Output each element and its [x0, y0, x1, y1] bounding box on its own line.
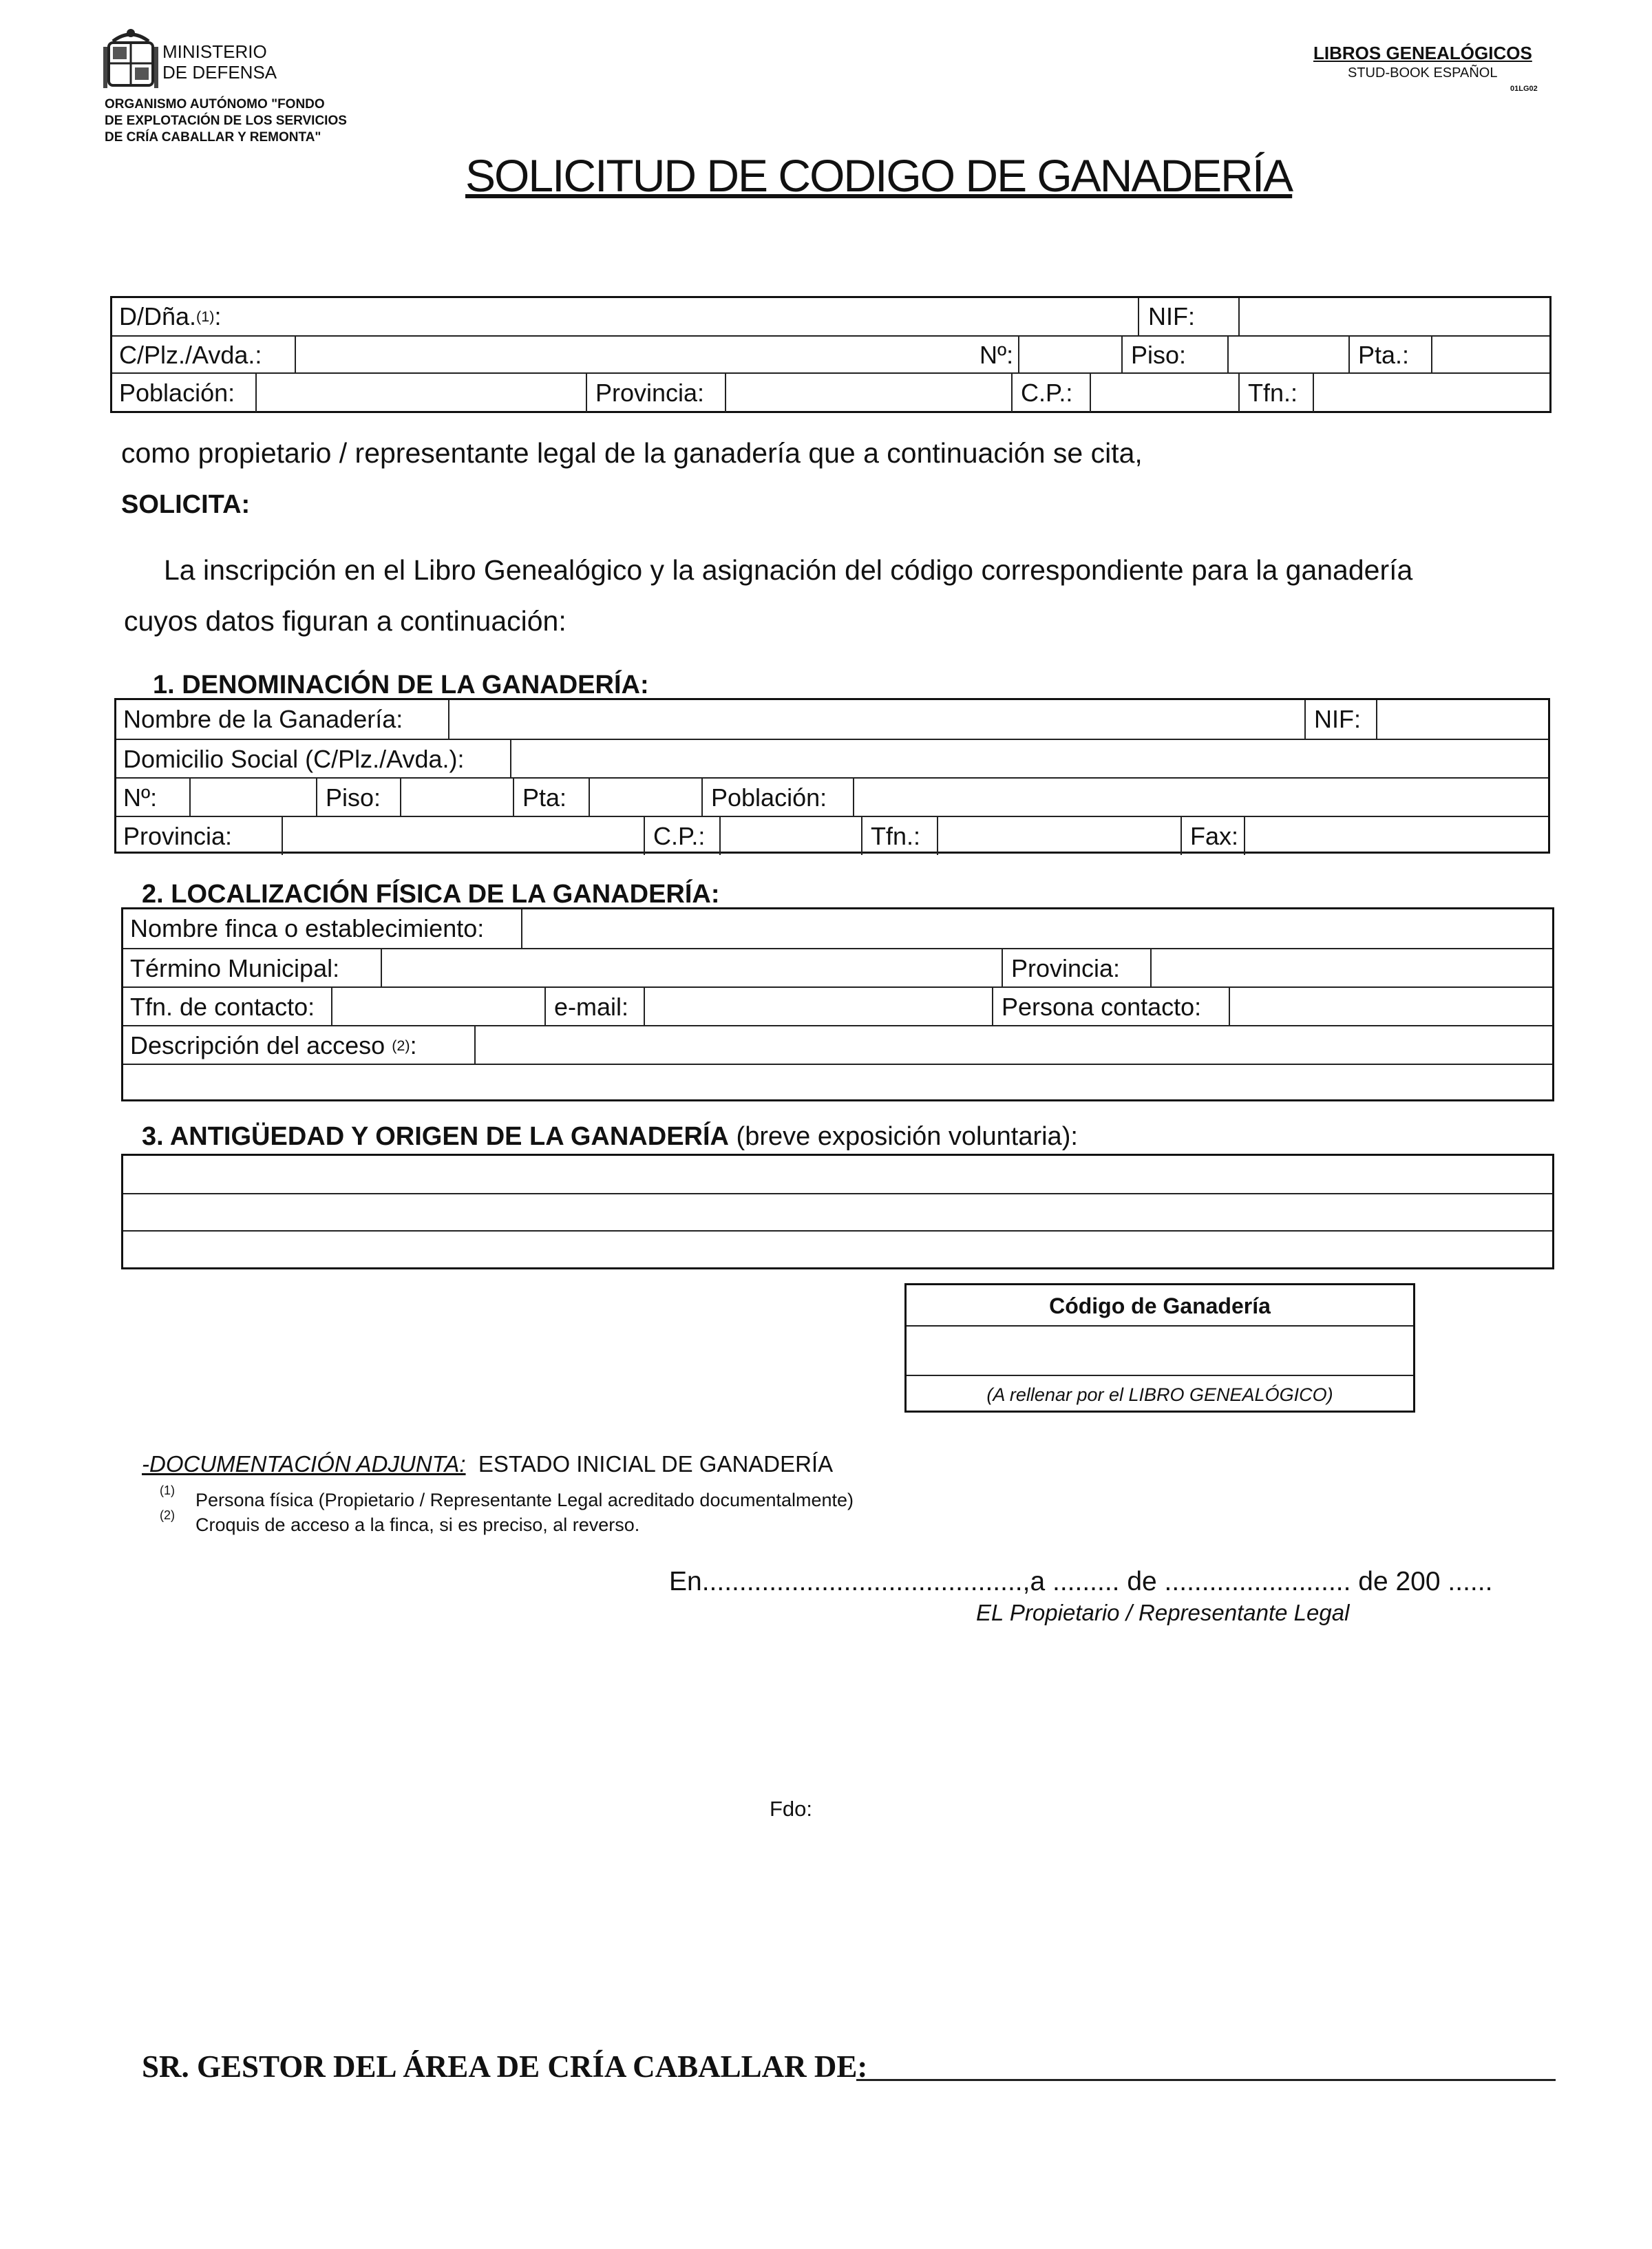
section3-heading: 3. ANTIGÜEDAD Y ORIGEN DE LA GANADERÍA — [142, 1122, 729, 1151]
access-description-field[interactable] — [477, 1026, 1552, 1065]
applicant-province-label: Provincia: — [595, 379, 705, 407]
cell-divider — [589, 779, 590, 817]
section1-heading: 1. DENOMINACIÓN DE LA GANADERÍA: — [153, 671, 649, 699]
applicant-table — [110, 296, 1552, 413]
cell-divider — [1090, 374, 1091, 412]
livestock-fax-field[interactable] — [1247, 817, 1548, 855]
applicant-town-field[interactable] — [258, 374, 582, 412]
email-label: e-mail: — [554, 993, 629, 1021]
access-description-extra-field[interactable] — [123, 1065, 1552, 1101]
cell-divider — [1304, 700, 1306, 739]
applicant-street-field[interactable] — [297, 337, 1016, 374]
section2-heading: 2. LOCALIZACIÓN FÍSICA DE LA GANADERÍA: — [142, 880, 720, 909]
applicant-door-label: Pta.: — [1358, 341, 1410, 369]
applicant-row-town — [112, 372, 1549, 412]
farm-name-label: Nombre finca o establecimiento: — [130, 914, 485, 942]
livestock-province-label: Provincia: — [123, 821, 233, 850]
cell-divider — [1238, 298, 1240, 335]
applicant-number-field[interactable] — [1021, 337, 1117, 374]
livestock-door-field[interactable] — [591, 779, 701, 817]
livestock-code-footer: (A rellenar por el LIBRO GENEALÓGICO) — [986, 1384, 1333, 1405]
addressee-field[interactable] — [856, 2079, 1556, 2081]
cell-divider — [331, 988, 332, 1026]
livestock-name-label: Nombre de la Ganadería: — [123, 705, 403, 733]
applicant-nif-label: NIF: — [1148, 302, 1195, 330]
livestock-code-box — [904, 1283, 1415, 1413]
applicant-postcode-field[interactable] — [1092, 374, 1234, 412]
livestock-postcode-field[interactable] — [722, 817, 860, 855]
section3-table — [121, 1154, 1554, 1269]
section1-row-province — [116, 816, 1548, 855]
applicant-number-label: Nº: — [979, 341, 1014, 369]
applicant-nif-field[interactable] — [1241, 298, 1549, 335]
contact-phone-field[interactable] — [334, 988, 540, 1026]
applicant-street-label: C/Plz./Avda.: — [119, 341, 262, 369]
cell-divider — [282, 817, 283, 855]
history-line-3[interactable] — [123, 1230, 1552, 1269]
cell-divider — [1002, 949, 1003, 988]
cell-divider — [1244, 817, 1245, 855]
addressee-label: SR. GESTOR DEL ÁREA DE CRÍA CABALLAR DE: — [142, 2049, 868, 2084]
applicant-phone-field[interactable] — [1315, 374, 1549, 412]
section2-row-access — [123, 1025, 1552, 1065]
livestock-nif-label: NIF: — [1314, 705, 1361, 733]
cell-divider — [1018, 337, 1019, 374]
access-description-label: Descripción del acceso (2) : — [130, 1031, 417, 1059]
contact-person-field[interactable] — [1231, 988, 1552, 1026]
livestock-code-footer-row — [907, 1375, 1413, 1412]
ministry-name-line2: DE DEFENSA — [162, 62, 277, 83]
livestock-nif-field[interactable] — [1379, 700, 1548, 739]
registered-address-field[interactable] — [513, 740, 1548, 779]
signed-label: Fdo: — [770, 1797, 813, 1821]
farm-province-label: Provincia: — [1011, 954, 1121, 982]
section2-row-farm — [123, 909, 1552, 948]
org-line1: ORGANISMO AUTÓNOMO "FONDO — [105, 97, 325, 112]
livestock-code-field[interactable] — [907, 1325, 1413, 1376]
livestock-fax-label: Fax: — [1190, 821, 1239, 850]
cell-divider — [1376, 700, 1377, 739]
cell-divider — [255, 374, 257, 412]
applicant-floor-field[interactable] — [1230, 337, 1347, 374]
applicant-name-label: D/Dña. (1) : — [119, 302, 222, 330]
cell-divider — [474, 1026, 476, 1065]
section1-row-name — [116, 700, 1548, 739]
cell-divider — [853, 779, 854, 817]
form-code: 01LG02 — [1510, 85, 1538, 93]
applicant-province-field[interactable] — [728, 374, 1010, 412]
livestock-province-field[interactable] — [284, 817, 642, 855]
request-line1: La inscripción en el Libro Genealógico y la asignación del código correspondiente para la ganadería — [164, 554, 1413, 586]
section2-row-municipality — [123, 948, 1552, 988]
coat-of-arms-icon — [103, 28, 158, 96]
studbook-subtitle: STUD-BOOK ESPAÑOL — [1348, 65, 1498, 81]
livestock-floor-field[interactable] — [403, 779, 513, 817]
cell-divider — [586, 374, 587, 412]
cell-divider — [295, 337, 296, 374]
intro-text: como propietario / representante legal de la ganadería que a continuación se cita, — [121, 437, 1143, 469]
applicant-floor-label: Piso: — [1131, 341, 1187, 369]
cell-divider — [1431, 337, 1432, 374]
registered-address-label: Domicilio Social (C/Plz./Avda.): — [123, 745, 465, 773]
livestock-door-label: Pta: — [522, 783, 567, 812]
contact-person-label: Persona contacto: — [1002, 993, 1202, 1021]
cell-divider — [1150, 949, 1152, 988]
org-line3: DE CRÍA CABALLAR Y REMONTA" — [105, 130, 321, 145]
cell-divider — [189, 779, 191, 817]
cell-divider — [381, 949, 382, 988]
livestock-postcode-label: C.P.: — [653, 821, 706, 850]
cell-divider — [1313, 374, 1314, 412]
cell-divider — [316, 779, 317, 817]
note1-mark: (1) — [160, 1484, 175, 1497]
section2-table — [121, 907, 1554, 1101]
note2-text: Croquis de acceso a la finca, si es preciso, al reverso. — [195, 1514, 640, 1535]
livestock-town-field[interactable] — [856, 779, 1548, 817]
cell-divider — [644, 817, 645, 855]
cell-divider — [510, 740, 511, 779]
section2-row-contact — [123, 986, 1552, 1026]
cell-divider — [1138, 298, 1139, 335]
note1-text: Persona física (Propietario / Representante Legal acreditado documentalmente) — [195, 1490, 854, 1510]
page-title: SOLICITUD DE CODIGO DE GANADERÍA — [465, 150, 1293, 201]
section1-row-address — [116, 739, 1548, 779]
cell-divider — [448, 700, 449, 739]
cell-divider — [1238, 374, 1240, 412]
cell-divider — [725, 374, 726, 412]
farm-name-field[interactable] — [524, 909, 1552, 948]
cell-divider — [521, 909, 522, 948]
applicant-row-name — [112, 298, 1549, 335]
livestock-number-label: Nº: — [123, 783, 158, 812]
cell-divider — [1180, 817, 1182, 855]
attachments-label: -DOCUMENTACIÓN ADJUNTA: — [142, 1451, 466, 1477]
cell-divider — [1011, 374, 1013, 412]
section1-row-number — [116, 777, 1548, 817]
studbook-title: LIBROS GENEALÓGICOS — [1313, 43, 1532, 63]
section2-row-access-continued — [123, 1064, 1552, 1101]
cell-divider — [1348, 337, 1350, 374]
livestock-phone-field[interactable] — [940, 817, 1180, 855]
livestock-code-title: Código de Ganadería — [1049, 1294, 1271, 1318]
cell-divider — [992, 988, 993, 1026]
cell-divider — [1121, 337, 1123, 374]
livestock-name-field[interactable] — [451, 700, 1301, 739]
cell-divider — [1227, 337, 1229, 374]
cell-divider — [513, 779, 514, 817]
history-line-2[interactable] — [123, 1193, 1552, 1232]
cell-divider — [544, 988, 546, 1026]
applicant-phone-label: Tfn.: — [1248, 379, 1298, 407]
cell-divider — [400, 779, 401, 817]
livestock-floor-label: Piso: — [326, 783, 381, 812]
email-field[interactable] — [646, 988, 991, 1026]
attachments-row — [142, 1453, 833, 1475]
cell-divider — [719, 817, 721, 855]
ministry-name-line1: MINISTERIO — [162, 41, 267, 62]
section3-note: (breve exposición voluntaria): — [736, 1122, 1078, 1151]
applicant-row-address — [112, 335, 1549, 374]
contact-phone-label: Tfn. de contacto: — [130, 993, 315, 1021]
section3-heading-row — [142, 1123, 1078, 1150]
place-date-line: En...........................................,a ......... de ......................... de 200 ...... — [669, 1567, 1493, 1596]
signatory-role: EL Propietario / Representante Legal — [976, 1600, 1350, 1625]
cell-divider — [1229, 988, 1230, 1026]
history-line-1[interactable] — [123, 1156, 1552, 1193]
note2-mark: (2) — [160, 1508, 175, 1522]
cell-divider — [644, 988, 645, 1026]
livestock-town-label: Población: — [711, 783, 827, 812]
livestock-number-field[interactable] — [192, 779, 316, 817]
cell-divider — [701, 779, 703, 817]
solicita-heading: SOLICITA: — [121, 490, 251, 519]
applicant-postcode-label: C.P.: — [1021, 379, 1073, 407]
livestock-phone-label: Tfn.: — [871, 821, 921, 850]
applicant-door-field[interactable] — [1434, 337, 1549, 374]
org-line2: DE EXPLOTACIÓN DE LOS SERVICIOS — [105, 114, 347, 128]
cell-divider — [937, 817, 938, 855]
applicant-name-field[interactable] — [253, 298, 1238, 335]
farm-province-field[interactable] — [1153, 949, 1552, 988]
municipality-label: Término Municipal: — [130, 954, 340, 982]
municipality-field[interactable] — [383, 949, 1000, 988]
request-line2: cuyos datos figuran a continuación: — [124, 605, 566, 637]
section1-table — [114, 698, 1550, 854]
attachments-value: ESTADO INICIAL DE GANADERÍA — [478, 1451, 834, 1477]
applicant-town-label: Población: — [119, 379, 235, 407]
cell-divider — [861, 817, 862, 855]
